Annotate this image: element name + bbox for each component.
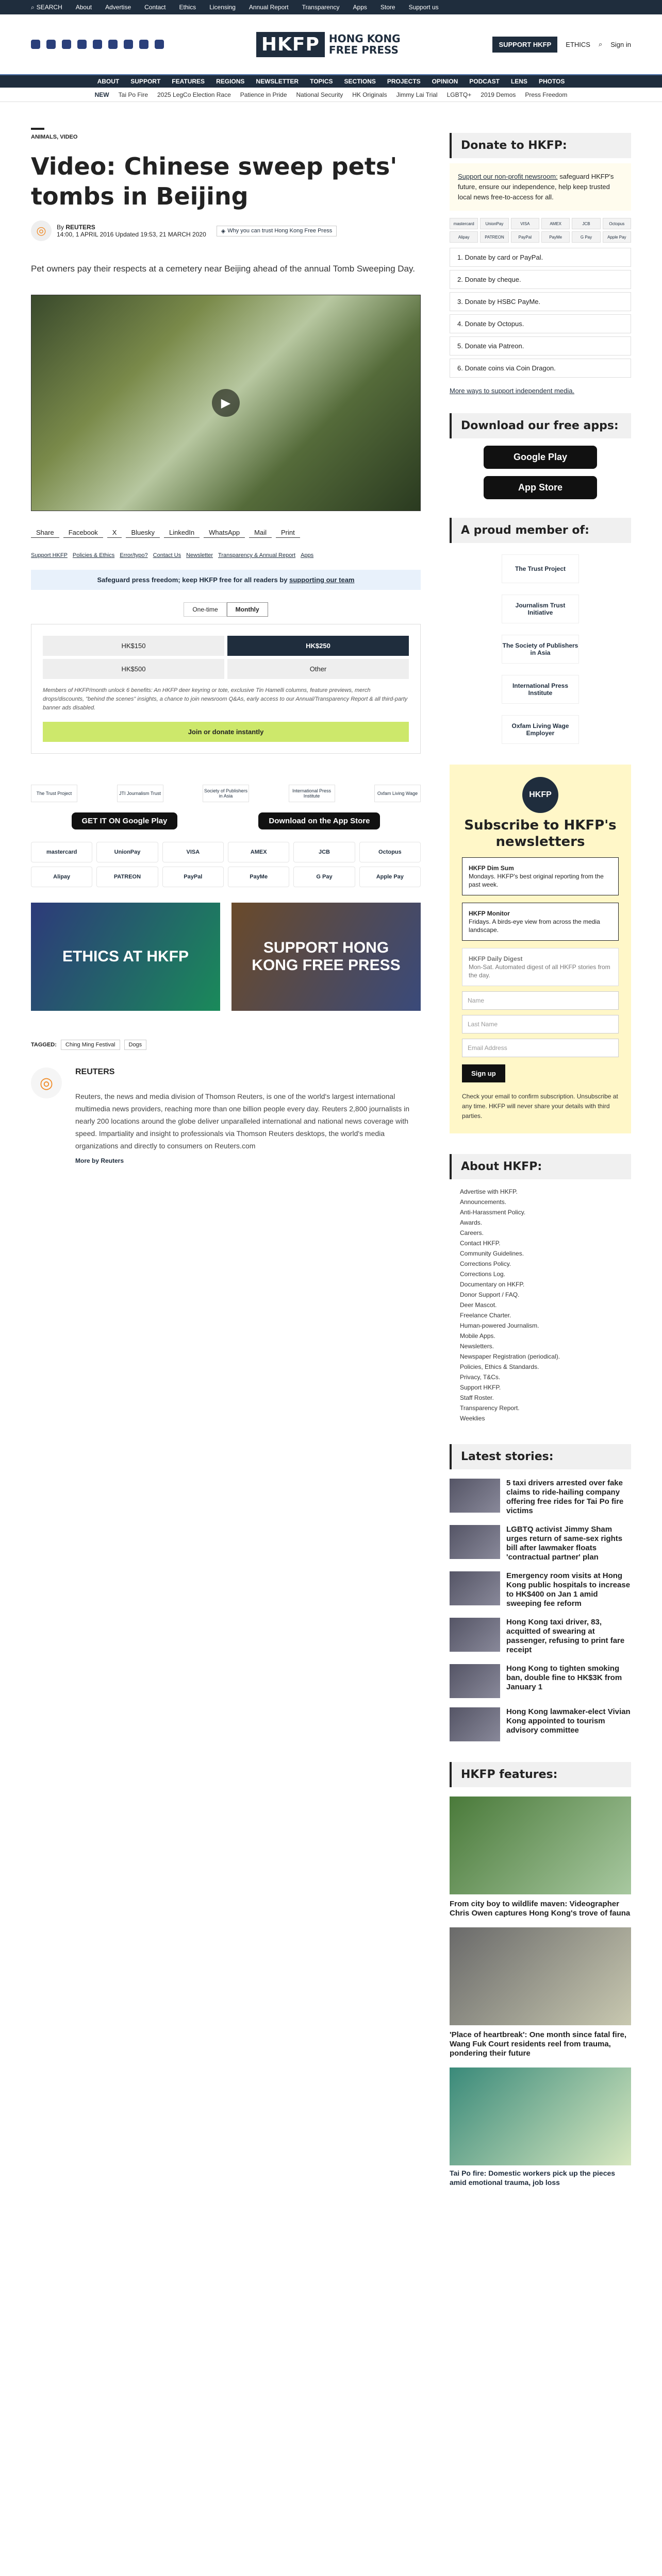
donate-link[interactable]: Support our non-profit newsroom: bbox=[458, 173, 558, 180]
feature-image bbox=[450, 2067, 631, 2165]
about-item[interactable]: Newsletters. bbox=[460, 1343, 494, 1350]
about-item[interactable]: Staff Roster. bbox=[460, 1394, 494, 1401]
topbar-advertise[interactable]: Advertise bbox=[105, 4, 131, 11]
nav-sections[interactable]: SECTIONS bbox=[344, 78, 376, 85]
site-logo[interactable] bbox=[256, 32, 401, 57]
author-bio: Reuters, the news and media division of Thomson Reuters, is one of the world's largest international multimedia news providers, reaching more than one billion people every day. Reuters 2,800 journalists in nearly 200 locations around the globe deliver unparalleled international and national news coverage with speed. Impartiality and insight to professionals via Thomson Reuters desktops, the world's media organizations and directly to consumers on Reuters.com bbox=[75, 1092, 409, 1150]
about-item[interactable]: Freelance Charter. bbox=[460, 1312, 511, 1319]
about-item[interactable]: Announcements. bbox=[460, 1198, 507, 1206]
sign-up-button[interactable]: Sign up bbox=[462, 1064, 505, 1082]
feature-story[interactable]: From city boy to wildlife maven: Videographer Chris Owen captures Hong Kong's trove of fauna bbox=[450, 1797, 631, 1918]
instagram-icon[interactable] bbox=[62, 40, 71, 49]
patreon-icon[interactable]: PATREON bbox=[96, 867, 158, 887]
amount-250[interactable]: HK$250 bbox=[227, 636, 409, 656]
ipi-logo[interactable]: International Press Institute bbox=[502, 675, 579, 704]
latest-story[interactable]: Hong Kong to tighten smoking ban, double fine to HK$3K from January 1 bbox=[450, 1664, 631, 1698]
facebook-icon[interactable] bbox=[31, 40, 40, 49]
tag-item[interactable]: Ching Ming Festival bbox=[61, 1040, 120, 1050]
about-item[interactable]: Deer Mascot. bbox=[460, 1301, 497, 1309]
sopa-logo[interactable]: The Society of Publishers in Asia bbox=[502, 635, 579, 664]
about-item[interactable]: Human-powered Journalism. bbox=[460, 1322, 539, 1329]
nav-regions[interactable]: REGIONS bbox=[216, 78, 245, 85]
link-contact[interactable]: Contact Us bbox=[153, 552, 181, 558]
email-field[interactable]: Email Address bbox=[462, 1039, 619, 1057]
app-store-badge[interactable]: Download on the App Store bbox=[258, 812, 380, 829]
trending-item[interactable]: LGBTQ+ bbox=[446, 91, 472, 98]
link-policies[interactable]: Policies & Ethics bbox=[72, 552, 115, 558]
nav-about[interactable]: ABOUT bbox=[97, 78, 120, 85]
about-item[interactable]: Policies, Ethics & Standards. bbox=[460, 1363, 539, 1370]
topbar-about[interactable]: About bbox=[75, 4, 92, 11]
mastercard-icon[interactable]: mastercard bbox=[31, 842, 92, 862]
nav-photos[interactable]: PHOTOS bbox=[538, 78, 565, 85]
jcb-icon: JCB bbox=[572, 218, 600, 229]
trending-item[interactable]: National Security bbox=[296, 91, 343, 98]
page-body bbox=[0, 102, 662, 2187]
latest-heading: Latest stories: bbox=[450, 1444, 631, 1469]
topbar-store[interactable]: Store bbox=[380, 4, 395, 11]
topbar-annual-report[interactable]: Annual Report bbox=[249, 4, 289, 11]
paypal-icon: PayPal bbox=[511, 231, 539, 243]
story-thumbnail bbox=[450, 1664, 500, 1698]
about-item[interactable]: Anti-Harassment Policy. bbox=[460, 1209, 526, 1216]
jti-logo[interactable]: Journalism Trust Initiative bbox=[502, 595, 579, 623]
donate-panel bbox=[450, 163, 631, 211]
link-support[interactable]: Support HKFP bbox=[31, 552, 68, 558]
article-column bbox=[31, 102, 421, 2187]
site-header bbox=[0, 14, 662, 74]
about-item[interactable]: Corrections Log. bbox=[460, 1270, 506, 1278]
feature-image bbox=[450, 1797, 631, 1894]
linkedin-icon[interactable] bbox=[93, 40, 102, 49]
about-section bbox=[450, 1154, 631, 1423]
features-section bbox=[450, 1762, 631, 2187]
nav-projects[interactable]: PROJECTS bbox=[387, 78, 421, 85]
hkfp-badge: HKFP bbox=[522, 777, 558, 813]
byline bbox=[31, 221, 421, 241]
nav-newsletter[interactable]: NEWSLETTER bbox=[256, 78, 299, 85]
donate-methods bbox=[450, 248, 631, 378]
about-item[interactable]: Awards. bbox=[460, 1219, 483, 1226]
nav-opinion[interactable]: OPINION bbox=[432, 78, 458, 85]
article-title: Video: Chinese sweep pets' tombs in Beijing bbox=[31, 152, 398, 210]
story-thumbnail bbox=[450, 1707, 500, 1741]
donate-method[interactable]: 6. Donate coins via Coin Dragon. bbox=[450, 359, 631, 378]
story-thumbnail bbox=[450, 1618, 500, 1652]
support-button[interactable]: SUPPORT HKFP bbox=[492, 37, 557, 53]
octopus-icon[interactable]: Octopus bbox=[359, 842, 421, 862]
about-item[interactable]: Donor Support / FAQ. bbox=[460, 1291, 520, 1298]
trust-project-logo[interactable]: The Trust Project bbox=[31, 785, 77, 802]
latest-story[interactable]: Hong Kong taxi driver, 83, acquitted of swearing at passenger, refusing to print fare receipt bbox=[450, 1618, 631, 1655]
payme-icon[interactable]: PayMe bbox=[228, 867, 289, 887]
google-pay-icon[interactable]: G Pay bbox=[293, 867, 355, 887]
donate-method[interactable]: 5. Donate via Patreon. bbox=[450, 336, 631, 355]
member-heading: A proud member of: bbox=[450, 518, 631, 543]
about-item[interactable]: Privacy, T&Cs. bbox=[460, 1374, 501, 1381]
more-by-author[interactable]: More by Reuters bbox=[75, 1157, 124, 1164]
about-item[interactable]: Advertise with HKFP. bbox=[460, 1188, 518, 1195]
about-item[interactable]: Careers. bbox=[460, 1229, 484, 1236]
amount-options bbox=[43, 636, 409, 679]
nav-topics[interactable]: TOPICS bbox=[310, 78, 333, 85]
google-pay-icon: G Pay bbox=[572, 231, 600, 243]
about-item[interactable]: Weeklies bbox=[460, 1415, 485, 1422]
author-avatar: ◎ bbox=[31, 1067, 62, 1098]
about-item[interactable]: Transparency Report. bbox=[460, 1404, 520, 1412]
sign-in-link[interactable]: Sign in bbox=[610, 40, 631, 48]
about-item[interactable]: Mobile Apps. bbox=[460, 1332, 495, 1340]
amex-icon: AMEX bbox=[541, 218, 570, 229]
topbar-transparency[interactable]: Transparency bbox=[302, 4, 340, 11]
bluesky-icon[interactable] bbox=[108, 40, 118, 49]
feature-story[interactable]: Tai Po fire: Domestic workers pick up the pieces amid emotional trauma, job loss bbox=[450, 2067, 631, 2187]
mastercard-icon: mastercard bbox=[450, 218, 478, 229]
patreon-icon: PATREON bbox=[480, 231, 508, 243]
about-item[interactable]: Corrections Policy. bbox=[460, 1260, 511, 1267]
nav-features[interactable]: FEATURES bbox=[172, 78, 205, 85]
trending-bar bbox=[0, 88, 662, 102]
story-thumbnail bbox=[450, 1479, 500, 1513]
social-links bbox=[31, 40, 164, 49]
ethics-promo[interactable]: ETHICS AT HKFP bbox=[31, 903, 220, 1011]
latest-story[interactable]: 5 taxi drivers arrested over fake claims to ride-hailing company offering free rides for Tai Po fire victims bbox=[450, 1479, 631, 1516]
trust-project-logo[interactable]: The Trust Project bbox=[502, 554, 579, 583]
donate-method[interactable]: 1. Donate by card or PayPal. bbox=[450, 248, 631, 267]
ipi-logo[interactable]: International Press Institute bbox=[289, 785, 335, 802]
payme-icon: PayMe bbox=[541, 231, 570, 243]
donation-frequency bbox=[31, 602, 421, 617]
byline-text: By REUTERS 14:00, 1 APRIL 2016 Updated 19:53, 21 MARCH 2020 bbox=[57, 224, 206, 238]
donate-method[interactable]: 3. Donate by HSBC PayMe. bbox=[450, 292, 631, 311]
amount-150[interactable]: HK$150 bbox=[43, 636, 224, 656]
newsletter-signup bbox=[450, 765, 631, 1133]
alipay-icon[interactable]: Alipay bbox=[31, 867, 92, 887]
share-mail[interactable]: Mail bbox=[249, 528, 272, 538]
ethics-link[interactable]: ETHICS bbox=[566, 40, 590, 48]
share-bluesky[interactable]: Bluesky bbox=[126, 528, 160, 538]
share-facebook[interactable]: Facebook bbox=[63, 528, 103, 538]
payment-methods bbox=[31, 842, 421, 887]
latest-story[interactable]: LGBTQ activist Jimmy Sham urges return of same-sex rights bill after lawmaker floats 'contractual partner' plan bbox=[450, 1525, 631, 1562]
latest-section bbox=[450, 1444, 631, 1741]
newsletter-option-monitor[interactable]: HKFP Monitor Fridays. A birds-eye view from across the media landscape. bbox=[462, 903, 619, 941]
article-dates: 14:00, 1 APRIL 2016 Updated 19:53, 21 MARCH 2020 bbox=[57, 231, 206, 238]
search-icon: ⌕ bbox=[31, 3, 35, 11]
apple-pay-icon: Apple Pay bbox=[603, 231, 631, 243]
share-print[interactable]: Print bbox=[276, 528, 300, 538]
first-name-field[interactable]: Name bbox=[462, 991, 619, 1010]
member-logos bbox=[450, 554, 631, 744]
nav-lens[interactable]: LENS bbox=[510, 78, 527, 85]
about-item[interactable]: Community Guidelines. bbox=[460, 1250, 524, 1257]
trending-label: NEW bbox=[94, 91, 109, 98]
header-actions bbox=[492, 37, 631, 53]
search-icon[interactable]: ⌕ bbox=[598, 40, 603, 48]
about-item[interactable]: Support HKFP. bbox=[460, 1384, 501, 1391]
about-item[interactable]: Contact HKFP. bbox=[460, 1240, 501, 1247]
link-transparency[interactable]: Transparency & Annual Report bbox=[218, 552, 296, 558]
donate-text: safeguard HKFP's future, ensure our independence, help keep trusted local news free-to-access for all. bbox=[458, 173, 614, 201]
donate-method[interactable]: 2. Donate by cheque. bbox=[450, 270, 631, 289]
donation-box bbox=[31, 624, 421, 754]
freq-monthly[interactable]: Monthly bbox=[227, 602, 268, 617]
link-newsletter[interactable]: Newsletter bbox=[186, 552, 213, 558]
share-bar bbox=[31, 528, 421, 538]
article-lede: Pet owners pay their respects at a cemetery near Beijing ahead of the annual Tomb Sweeping Day. bbox=[31, 264, 415, 274]
visa-icon[interactable]: VISA bbox=[162, 842, 224, 862]
donate-method[interactable]: 4. Donate by Octopus. bbox=[450, 314, 631, 333]
trending-item[interactable]: Press Freedom bbox=[525, 91, 568, 98]
link-apps[interactable]: Apps bbox=[301, 552, 314, 558]
subscribe-title: Subscribe to HKFP's newsletters bbox=[464, 818, 617, 850]
author-avatar: ◎ bbox=[31, 221, 52, 241]
about-item[interactable]: Documentary on HKFP. bbox=[460, 1281, 525, 1288]
subscribe-fine-print: Check your email to confirm subscription. Unsubscribe at any time. HKFP will never share your details with third parties. bbox=[462, 1093, 618, 1120]
author-link[interactable]: REUTERS bbox=[65, 224, 95, 231]
visa-icon: VISA bbox=[511, 218, 539, 229]
share-linkedin[interactable]: LinkedIn bbox=[164, 528, 200, 538]
telegram-icon[interactable] bbox=[139, 40, 148, 49]
topbar-apps[interactable]: Apps bbox=[353, 4, 367, 11]
oxfam-logo[interactable]: Oxfam Living Wage Employer bbox=[502, 715, 579, 744]
promo-videos bbox=[31, 903, 421, 1011]
article-category[interactable]: ANIMALS, VIDEO bbox=[31, 134, 78, 140]
top-bar bbox=[0, 0, 662, 14]
category-rule bbox=[31, 128, 44, 130]
join-button[interactable]: Join or donate instantly bbox=[43, 722, 409, 742]
link-error[interactable]: Error/typo? bbox=[120, 552, 148, 558]
amex-icon[interactable]: AMEX bbox=[228, 842, 289, 862]
logo-text: HONG KONG FREE PRESS bbox=[328, 32, 401, 56]
paypal-icon[interactable]: PayPal bbox=[162, 867, 224, 887]
alipay-icon: Alipay bbox=[450, 231, 478, 243]
about-heading: About HKFP: bbox=[450, 1154, 631, 1179]
latest-story[interactable]: Hong Kong lawmaker-elect Vivian Kong appointed to tourism advisory committee bbox=[450, 1707, 631, 1741]
google-play-badge[interactable]: Google Play bbox=[484, 446, 597, 469]
topbar-licensing[interactable]: Licensing bbox=[209, 4, 236, 11]
story-thumbnail bbox=[450, 1525, 500, 1559]
freq-one-time[interactable]: One-time bbox=[184, 602, 226, 617]
google-play-badge[interactable]: GET IT ON Google Play bbox=[72, 812, 178, 829]
latest-story[interactable]: Emergency room visits at Hong Kong public hospitals to increase to HK$400 on Jan 1 amid sweeping fee reform bbox=[450, 1571, 631, 1608]
unionpay-icon: UnionPay bbox=[480, 218, 508, 229]
story-thumbnail bbox=[450, 1571, 500, 1605]
amount-other[interactable]: Other bbox=[227, 659, 409, 679]
donate-heading: Donate to HKFP: bbox=[450, 133, 631, 158]
trending-item[interactable]: 2019 Demos bbox=[481, 91, 516, 98]
trust-badge[interactable]: ◈ Why you can trust Hong Kong Free Press bbox=[217, 226, 337, 236]
tag-item[interactable]: Dogs bbox=[124, 1040, 147, 1050]
feature-image bbox=[450, 1927, 631, 2025]
trending-item[interactable]: Tai Po Fire bbox=[118, 91, 148, 98]
jcb-icon[interactable]: JCB bbox=[293, 842, 355, 862]
trending-item[interactable]: 2025 LegCo Election Race bbox=[157, 91, 231, 98]
feature-story[interactable]: 'Place of heartbreak': One month since fatal fire, Wang Fuk Court residents reel from trauma, pondering their future bbox=[450, 1927, 631, 2058]
share-whatsapp[interactable]: WhatsApp bbox=[204, 528, 245, 538]
sidebar-payment-icons bbox=[450, 218, 631, 243]
nav-support[interactable]: SUPPORT bbox=[130, 78, 161, 85]
about-list bbox=[450, 1187, 631, 1423]
mastodon-icon[interactable] bbox=[124, 40, 133, 49]
trending-item[interactable]: Patience in Pride bbox=[240, 91, 287, 98]
jti-logo[interactable]: JTI Journalism Trust bbox=[117, 785, 163, 802]
sopa-logo[interactable]: Society of Publishers in Asia bbox=[203, 785, 249, 802]
topbar-ethics[interactable]: Ethics bbox=[179, 4, 196, 11]
member-benefits: Members of HKFP/month unlock 6 benefits: An HKFP deer keyring or tote, exclusive Tin Hamelli columns, feature previews, merch drops/discounts, "behind the scenes" insights, a chance to join newsroom Q&As, early access to our Annual/Transparency Report & all third-party banner ads disabled. bbox=[43, 687, 408, 711]
topbar-contact[interactable]: Contact bbox=[144, 4, 166, 11]
support-promo[interactable]: SUPPORT HONG KONG FREE PRESS bbox=[231, 903, 421, 1011]
trending-item[interactable]: Jimmy Lai Trial bbox=[396, 91, 438, 98]
amount-500[interactable]: HK$500 bbox=[43, 659, 224, 679]
trending-item[interactable]: HK Originals bbox=[352, 91, 387, 98]
apple-pay-icon[interactable]: Apple Pay bbox=[359, 867, 421, 887]
youtube-icon[interactable] bbox=[155, 40, 164, 49]
main-nav bbox=[0, 74, 662, 88]
sidebar bbox=[450, 102, 631, 2187]
article-links bbox=[31, 552, 421, 558]
article-tags bbox=[31, 1040, 421, 1050]
newsletter-option-digest[interactable]: HKFP Daily Digest Mon-Sat. Automated digest of all HKFP stories from the day. bbox=[462, 948, 619, 986]
more-ways-link[interactable]: More ways to support independent media. bbox=[450, 387, 575, 395]
shield-icon: ◈ bbox=[221, 228, 226, 234]
logo-box: HKFP bbox=[256, 32, 325, 57]
partner-logos bbox=[31, 785, 421, 802]
topbar-support[interactable]: Support us bbox=[408, 4, 439, 11]
play-icon[interactable]: ▶ bbox=[212, 389, 240, 417]
x-icon[interactable] bbox=[46, 40, 56, 49]
search-link[interactable]: ⌕ SEARCH bbox=[31, 3, 62, 11]
app-store-badge[interactable]: App Store bbox=[484, 476, 597, 499]
author-info bbox=[75, 1067, 421, 1164]
nav-podcast[interactable]: PODCAST bbox=[469, 78, 500, 85]
safeguard-banner: Safeguard press freedom; keep HKFP free for all readers by supporting our team bbox=[31, 570, 421, 590]
author-box bbox=[31, 1067, 421, 1164]
supporting-link[interactable]: supporting our team bbox=[289, 576, 355, 584]
octopus-icon: Octopus bbox=[603, 218, 631, 229]
last-name-field[interactable]: Last Name bbox=[462, 1015, 619, 1033]
oxfam-logo[interactable]: Oxfam Living Wage bbox=[374, 785, 421, 802]
unionpay-icon[interactable]: UnionPay bbox=[96, 842, 158, 862]
newsletter-option-dim-sum[interactable]: HKFP Dim Sum Mondays. HKFP's best original reporting from the past week. bbox=[462, 857, 619, 895]
threads-icon[interactable] bbox=[77, 40, 87, 49]
author-name[interactable]: REUTERS bbox=[75, 1067, 115, 1076]
apps-heading: Download our free apps: bbox=[450, 413, 631, 438]
about-item[interactable]: Newspaper Registration (periodical). bbox=[460, 1353, 560, 1360]
app-badges bbox=[31, 812, 421, 829]
tags-label: TAGGED: bbox=[31, 1042, 57, 1048]
share-label: Share bbox=[31, 528, 59, 538]
video-player[interactable] bbox=[31, 295, 421, 511]
share-x[interactable]: X bbox=[107, 528, 122, 538]
features-heading: HKFP features: bbox=[450, 1762, 631, 1787]
